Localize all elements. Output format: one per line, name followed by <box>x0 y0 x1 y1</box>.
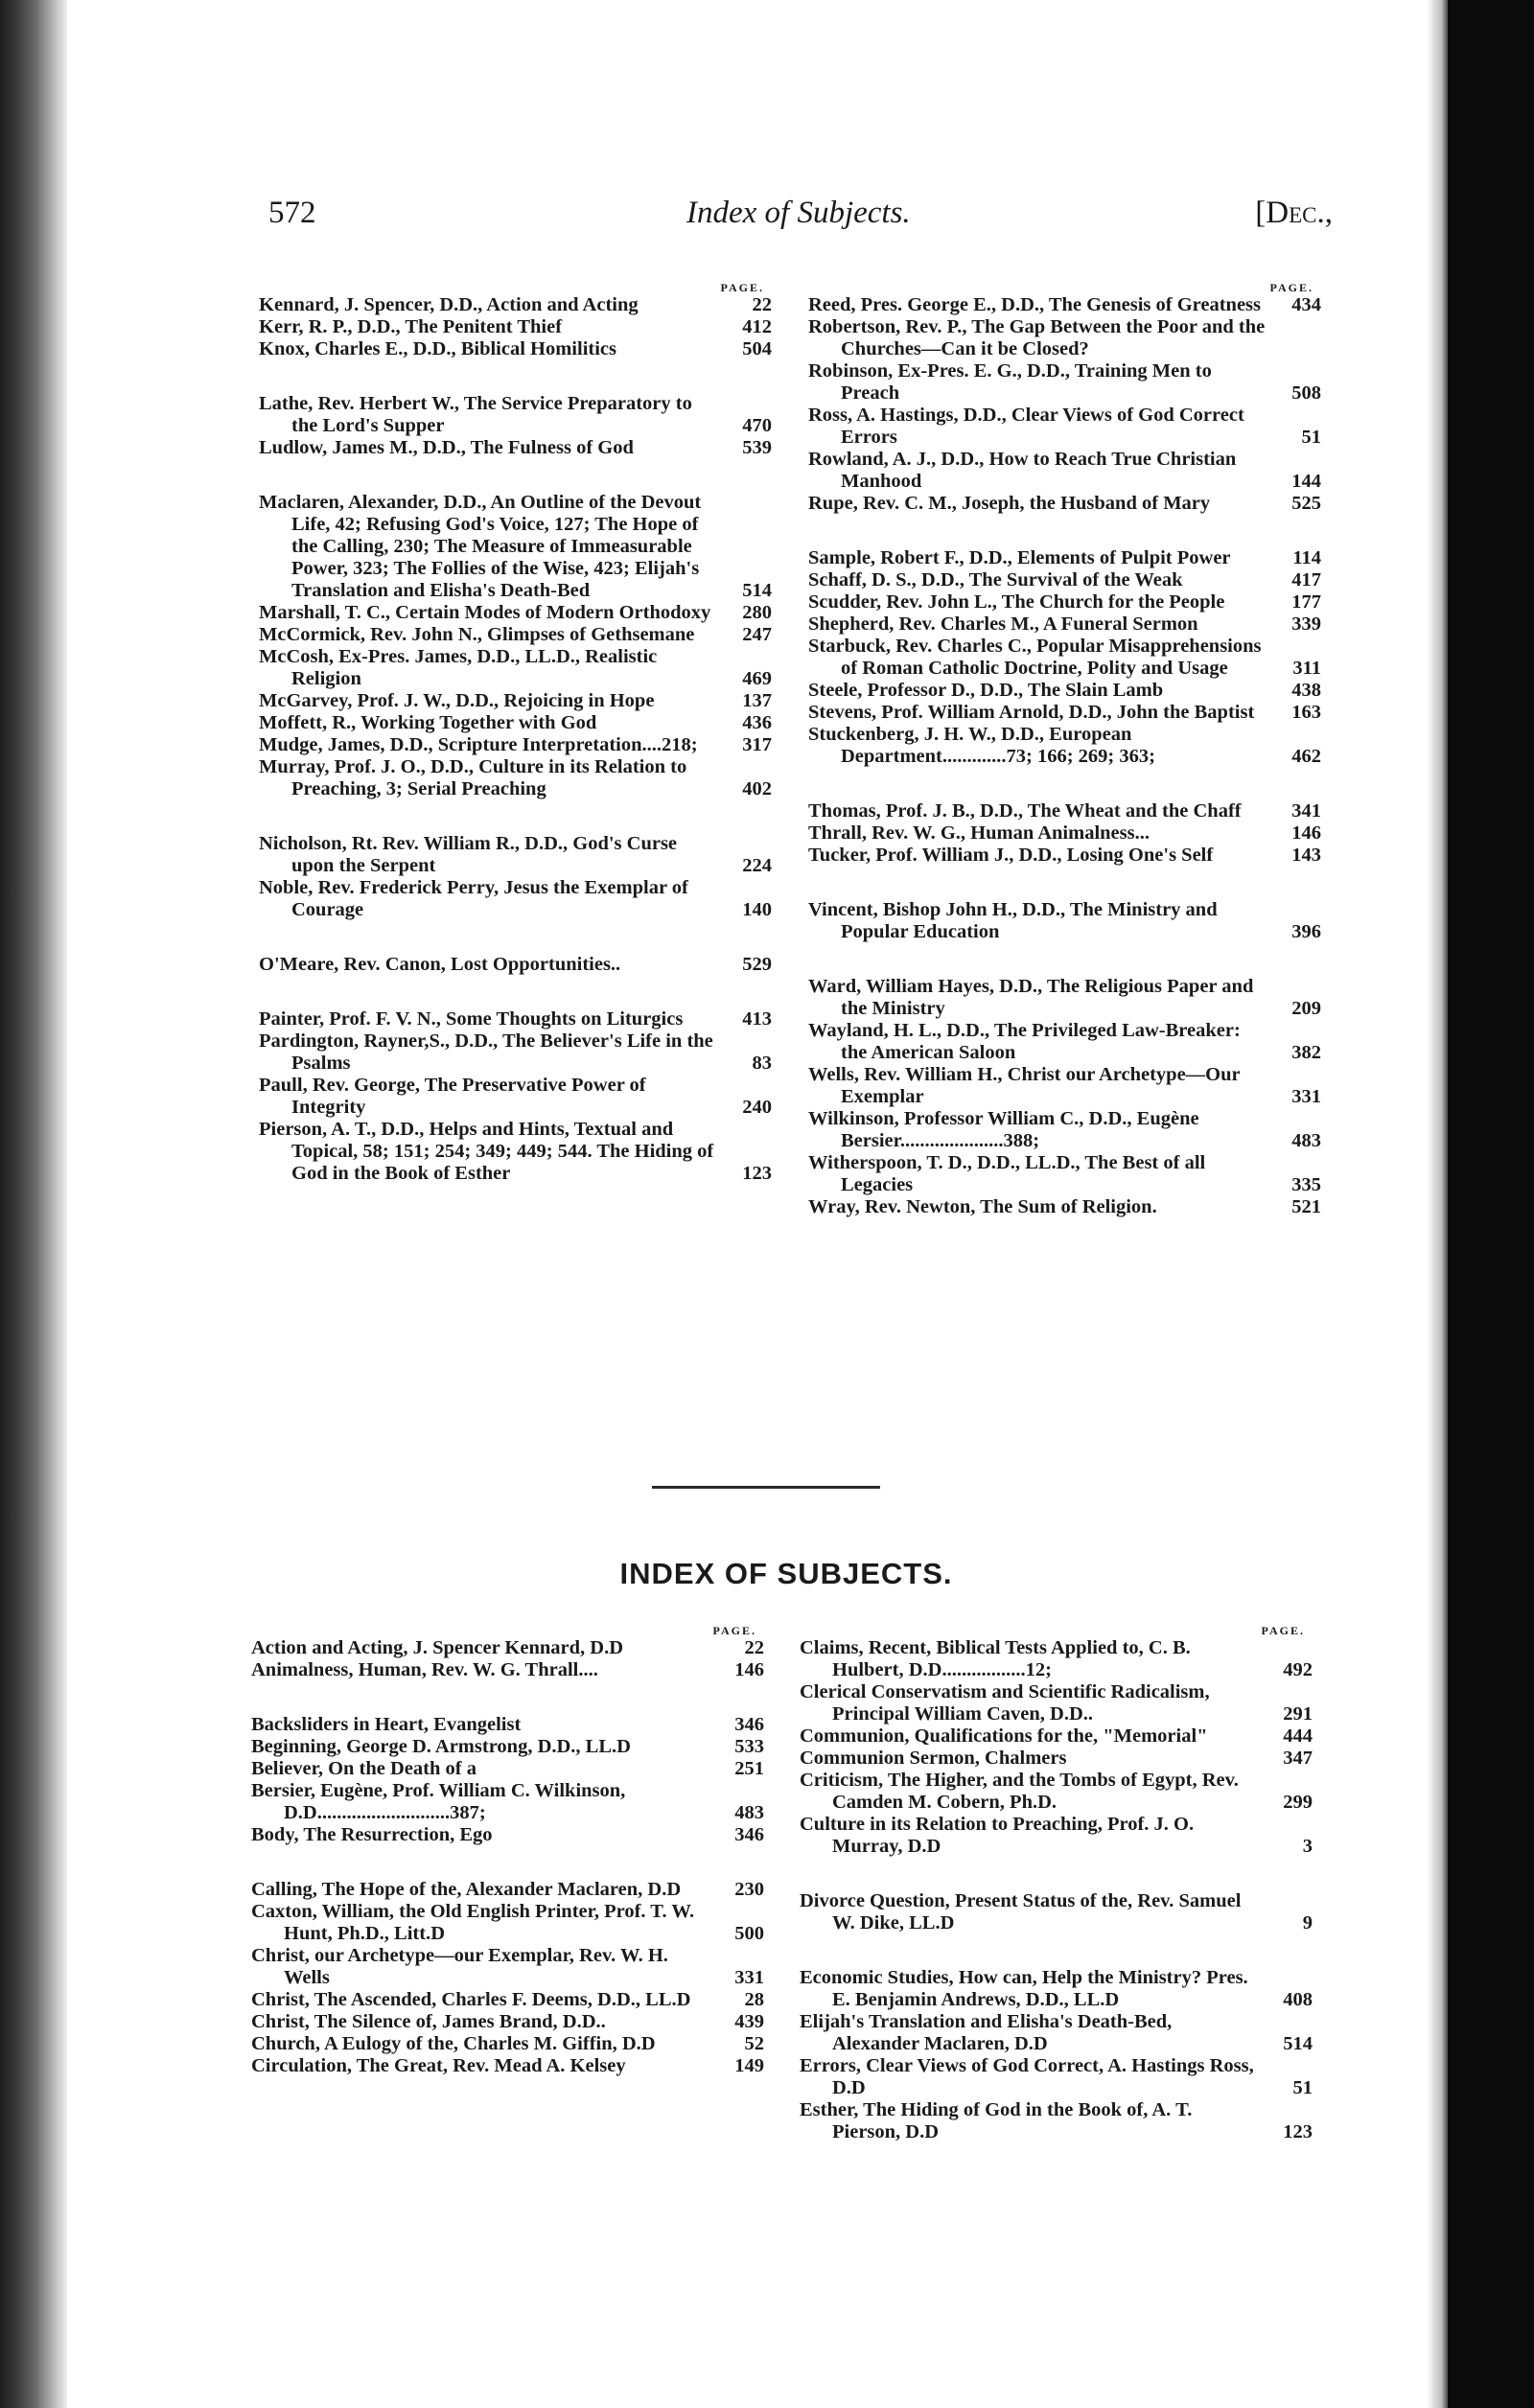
entry-page-number: 483 <box>734 1802 764 1823</box>
entry-text: Witherspoon, T. D., D.D., LL.D., The Best of all Legacies <box>808 1152 1206 1195</box>
entry-page-number: 402 <box>742 778 772 799</box>
next-page-edge <box>1427 0 1448 2408</box>
entry-text: Wray, Rev. Newton, The Sum of Religion. <box>808 1196 1157 1217</box>
entry-page-number: 224 <box>742 855 772 876</box>
index-entry <box>251 1945 764 1989</box>
entry-page-number: 114 <box>1292 547 1321 568</box>
index-entry <box>251 1824 764 1846</box>
entry-page-number: 444 <box>1283 1725 1313 1747</box>
index-entry <box>259 338 772 360</box>
entry-list <box>800 1637 1313 2143</box>
entry-text: Starbuck, Rev. Charles C., Popular Misapprehensions of Roman Catholic Doctrine, Polity and Usage <box>808 636 1262 679</box>
author-index-left-column <box>259 281 772 1185</box>
entry-text: Divorce Question, Present Status of the, Rev. Samuel W. Dike, LL.D <box>800 1890 1242 1933</box>
entry-text: Believer, On the Death of a <box>251 1758 476 1779</box>
entry-page-number: 525 <box>1291 493 1321 514</box>
index-entry <box>259 690 772 712</box>
entry-gap <box>259 976 772 1008</box>
index-entry <box>251 1637 764 1659</box>
entry-page-number: 483 <box>1291 1130 1321 1151</box>
entry-text: Sample, Robert F., D.D., Elements of Pulpit Power <box>808 547 1231 568</box>
entry-page-number: 52 <box>744 2033 764 2054</box>
entry-text: Criticism, The Higher, and the Tombs of Egypt, Rev. Camden M. Cobern, Ph.D. <box>800 1770 1239 1813</box>
running-section: [Dec., <box>1255 196 1333 230</box>
index-entry <box>800 2099 1313 2143</box>
index-entry <box>259 1008 772 1030</box>
entry-text: Rowland, A. J., D.D., How to Reach True Christian Manhood <box>808 449 1237 492</box>
index-entry <box>808 614 1321 636</box>
entry-page-number: 508 <box>1291 382 1321 404</box>
index-entry <box>251 1780 764 1824</box>
entry-text: Wilkinson, Professor William C., D.D., Eugène Bersier.....................388; <box>808 1108 1199 1151</box>
entry-text: Backsliders in Heart, Evangelist <box>251 1714 522 1735</box>
entry-page-number: 83 <box>752 1053 772 1074</box>
entry-page-number: 9 <box>1302 1912 1313 1933</box>
entry-text: Noble, Rev. Frederick Perry, Jesus the Exemplar of Courage <box>259 877 688 920</box>
entry-page-number: 51 <box>1301 427 1321 448</box>
index-entry <box>800 1770 1313 1814</box>
index-entry <box>808 547 1321 569</box>
author-index-right-column <box>808 281 1321 1218</box>
entry-page-number: 163 <box>1291 702 1321 723</box>
entry-text: Lathe, Rev. Herbert W., The Service Preparatory to the Lord's Supper <box>259 393 692 436</box>
entry-text: Painter, Prof. F. V. N., Some Thoughts on Liturgics <box>259 1008 684 1030</box>
entry-text: Ward, William Hayes, D.D., The Religious Paper and the Ministry <box>808 976 1254 1019</box>
entry-text: Nicholson, Rt. Rev. William R., D.D., God's Curse upon the Serpent <box>259 833 678 876</box>
entry-page-number: 28 <box>744 1989 764 2010</box>
subject-index-right-column <box>800 1624 1313 2143</box>
index-entry <box>800 1890 1313 1934</box>
entry-text: McCosh, Ex-Pres. James, D.D., LL.D., Realistic Religion <box>259 646 658 689</box>
entry-text: Christ, our Archetype—our Exemplar, Rev. W. H. Wells <box>251 1945 668 1988</box>
entry-page-number: 299 <box>1283 1792 1313 1813</box>
entry-page-number: 317 <box>742 734 772 755</box>
entry-text: Claims, Recent, Biblical Tests Applied to, C. B. Hulbert, D.D.................12; <box>800 1637 1191 1680</box>
entry-text: Animalness, Human, Rev. W. G. Thrall.... <box>251 1659 598 1680</box>
entry-text: Wayland, H. L., D.D., The Privileged Law-Breaker: the American Saloon <box>808 1020 1241 1063</box>
index-entry <box>251 2011 764 2033</box>
entry-text: Errors, Clear Views of God Correct, A. Hastings Ross, D.D <box>800 2055 1254 2098</box>
entry-gap <box>259 459 772 492</box>
entry-page-number: 434 <box>1291 294 1321 315</box>
entry-gap <box>251 1846 764 1879</box>
entry-text: Circulation, The Great, Rev. Mead A. Kelsey <box>251 2055 626 2076</box>
entry-text: Moffett, R., Working Together with God <box>259 712 597 733</box>
index-entry <box>259 294 772 316</box>
entry-page-number: 462 <box>1291 746 1321 767</box>
entry-gap <box>800 1858 1313 1890</box>
entry-text: Thomas, Prof. J. B., D.D., The Wheat and the Chaff <box>808 800 1242 822</box>
index-entry <box>808 405 1321 449</box>
running-head <box>268 196 1333 243</box>
index-entry <box>259 602 772 624</box>
page-column-label: PAGE. <box>712 1624 756 1637</box>
entry-text: Robertson, Rev. P., The Gap Between the Poor and the Churches—Can it be Closed? <box>808 316 1266 359</box>
entry-page-number: 22 <box>752 294 772 315</box>
index-entry <box>808 1152 1321 1196</box>
subject-index-left-column <box>251 1624 764 2077</box>
index-entry <box>808 449 1321 493</box>
index-entry <box>259 316 772 338</box>
index-entry <box>808 976 1321 1020</box>
entry-page-number: 146 <box>734 1659 764 1680</box>
page-column-label: PAGE. <box>720 281 764 294</box>
page-column-label: PAGE. <box>1269 281 1313 294</box>
entry-page-number: 500 <box>734 1923 764 1944</box>
running-title: Index of Subjects. <box>686 196 911 230</box>
index-entry <box>800 1637 1313 1681</box>
entry-text: Wells, Rev. William H., Christ our Archetype—Our Exemplar <box>808 1064 1241 1107</box>
entry-gap <box>259 800 772 833</box>
section-divider <box>652 1486 880 1489</box>
entry-text: Schaff, D. S., D.D., The Survival of the Weak <box>808 569 1183 590</box>
entry-page-number: 439 <box>734 2011 764 2032</box>
index-entry <box>808 493 1321 515</box>
entry-text: Elijah's Translation and Elisha's Death-Bed, Alexander Maclaren, D.D <box>800 2011 1173 2054</box>
entry-page-number: 514 <box>742 580 772 601</box>
index-entry <box>808 702 1321 724</box>
entry-page-number: 331 <box>1291 1086 1321 1107</box>
entry-text: Knox, Charles E., D.D., Biblical Homilitics <box>259 338 616 359</box>
index-entry <box>259 437 772 459</box>
entry-page-number: 123 <box>742 1163 772 1184</box>
entry-page-number: 137 <box>742 690 772 711</box>
entry-page-number: 240 <box>742 1097 772 1118</box>
index-entry <box>808 1196 1321 1218</box>
entry-text: Murray, Prof. J. O., D.D., Culture in its Relation to Preaching, 3; Serial Preaching <box>259 756 687 799</box>
index-entry <box>808 800 1321 822</box>
entry-text: Shepherd, Rev. Charles M., A Funeral Sermon <box>808 614 1198 635</box>
entry-page-number: 280 <box>742 602 772 623</box>
entry-text: Reed, Pres. George E., D.D., The Genesis of Greatness <box>808 294 1262 315</box>
index-entry <box>800 1681 1313 1725</box>
entry-text: Stevens, Prof. William Arnold, D.D., John the Baptist <box>808 702 1255 723</box>
entry-page-number: 396 <box>1291 921 1321 942</box>
entry-text: Mudge, James, D.D., Scripture Interpretation....218; <box>259 734 698 755</box>
entry-list <box>808 294 1321 1218</box>
index-entry <box>800 1814 1313 1858</box>
entry-page-number: 347 <box>1283 1748 1313 1769</box>
entry-text: Economic Studies, How can, Help the Ministry? Pres. E. Benjamin Andrews, D.D., LL.D <box>800 1967 1248 2010</box>
entry-page-number: 533 <box>734 1736 764 1757</box>
entry-text: Body, The Resurrection, Ego <box>251 1824 493 1845</box>
entry-page-number: 539 <box>742 437 772 458</box>
index-entry <box>259 1030 772 1075</box>
page-column-label: PAGE. <box>1261 1624 1305 1637</box>
index-entry <box>259 1119 772 1185</box>
entry-text: Communion Sermon, Chalmers <box>800 1748 1067 1769</box>
index-entry <box>808 845 1321 867</box>
index-entry <box>808 1108 1321 1152</box>
entry-page-number: 408 <box>1283 1989 1313 2010</box>
index-entry <box>251 1758 764 1780</box>
entry-gap <box>251 1681 764 1714</box>
entry-gap <box>800 1934 1313 1967</box>
index-entry <box>259 492 772 602</box>
index-entry <box>800 1967 1313 2011</box>
entry-page-number: 514 <box>1283 2033 1313 2054</box>
entry-list <box>259 294 772 1185</box>
entry-page-number: 341 <box>1291 800 1321 822</box>
entry-text: Ludlow, James M., D.D., The Fulness of God <box>259 437 634 458</box>
entry-text: Pardington, Rayner,S., D.D., The Believer's Life in the Psalms <box>259 1030 713 1074</box>
entry-text: Christ, The Ascended, Charles F. Deems, D.D., LL.D <box>251 1989 691 2010</box>
index-entry <box>808 822 1321 845</box>
entry-page-number: 521 <box>1291 1196 1321 1217</box>
entry-text: McCormick, Rev. John N., Glimpses of Gethsemane <box>259 624 695 645</box>
entry-page-number: 339 <box>1291 614 1321 635</box>
entry-page-number: 144 <box>1291 471 1321 492</box>
index-entry <box>808 899 1321 943</box>
entry-text: Scudder, Rev. John L., The Church for the People <box>808 591 1225 613</box>
index-entry <box>251 1901 764 1945</box>
index-entry <box>259 954 772 976</box>
entry-list <box>251 1637 764 2077</box>
entry-text: Kennard, J. Spencer, D.D., Action and Acting <box>259 294 639 315</box>
entry-text: Tucker, Prof. William J., D.D., Losing One's Self <box>808 845 1214 866</box>
index-entry <box>808 591 1321 614</box>
entry-page-number: 177 <box>1291 591 1321 613</box>
index-entry <box>259 646 772 690</box>
index-entry <box>808 636 1321 680</box>
entry-gap <box>259 360 772 393</box>
entry-page-number: 469 <box>742 668 772 689</box>
entry-text: Communion, Qualifications for the, "Memorial" <box>800 1725 1208 1747</box>
entry-page-number: 529 <box>742 954 772 975</box>
entry-text: McGarvey, Prof. J. W., D.D., Rejoicing in Hope <box>259 690 655 711</box>
index-entry <box>251 2033 764 2055</box>
entry-gap <box>259 921 772 954</box>
index-entry <box>259 833 772 877</box>
index-entry <box>251 1736 764 1758</box>
entry-page-number: 492 <box>1283 1659 1313 1680</box>
entry-text: Bersier, Eugène, Prof. William C. Wilkinson, D.D...........................387; <box>251 1780 626 1823</box>
entry-text: Christ, The Silence of, James Brand, D.D.. <box>251 2011 606 2032</box>
entry-page-number: 346 <box>734 1714 764 1735</box>
entry-page-number: 140 <box>742 899 772 920</box>
index-entry <box>800 2011 1313 2055</box>
entry-gap <box>808 515 1321 547</box>
entry-text: Steele, Professor D., D.D., The Slain Lamb <box>808 680 1164 701</box>
entry-page-number: 251 <box>734 1758 764 1779</box>
entry-text: O'Meare, Rev. Canon, Lost Opportunities.. <box>259 954 621 975</box>
entry-page-number: 291 <box>1283 1703 1313 1725</box>
entry-page-number: 417 <box>1291 569 1321 590</box>
entry-text: Action and Acting, J. Spencer Kennard, D.D <box>251 1637 624 1658</box>
book-page <box>240 0 1333 2408</box>
index-entry <box>259 624 772 646</box>
entry-page-number: 143 <box>1291 845 1321 866</box>
entry-page-number: 331 <box>734 1967 764 1988</box>
entry-text: Stuckenberg, J. H. W., D.D., European Department.............73; 166; 269; 363; <box>808 724 1155 767</box>
index-entry <box>259 712 772 734</box>
index-entry <box>808 316 1321 360</box>
entry-page-number: 470 <box>742 415 772 436</box>
entry-page-number: 412 <box>742 316 772 337</box>
book-binding-left <box>0 0 67 2408</box>
entry-page-number: 209 <box>1291 998 1321 1019</box>
index-entry <box>259 1075 772 1119</box>
index-entry <box>808 1020 1321 1064</box>
entry-page-number: 504 <box>742 338 772 359</box>
entry-page-number: 3 <box>1302 1836 1313 1857</box>
entry-text: Beginning, George D. Armstrong, D.D., LL.D <box>251 1736 631 1757</box>
index-entry <box>251 1879 764 1901</box>
book-binding-right <box>1448 0 1534 2408</box>
index-entry <box>808 680 1321 702</box>
page-number: 572 <box>268 196 316 230</box>
entry-text: Esther, The Hiding of God in the Book of, A. T. Pierson, D.D <box>800 2099 1193 2142</box>
entry-page-number: 247 <box>742 624 772 645</box>
index-entry <box>808 360 1321 405</box>
entry-page-number: 438 <box>1291 680 1321 701</box>
entry-text: Rupe, Rev. C. M., Joseph, the Husband of Mary <box>808 493 1211 514</box>
entry-page-number: 413 <box>742 1008 772 1030</box>
index-entry <box>259 756 772 800</box>
entry-text: Ross, A. Hastings, D.D., Clear Views of God Correct Errors <box>808 405 1244 448</box>
entry-page-number: 311 <box>1292 658 1321 679</box>
index-entry <box>808 569 1321 591</box>
entry-text: Pierson, A. T., D.D., Helps and Hints, Textual and Topical, 58; 151; 254; 349; 449; 544. The Hiding of God in the Book of Esther <box>259 1119 714 1184</box>
entry-text: Clerical Conservatism and Scientific Radicalism, Principal William Caven, D.D.. <box>800 1681 1210 1725</box>
entry-text: Robinson, Ex-Pres. E. G., D.D., Training Men to Preach <box>808 360 1212 404</box>
entry-page-number: 51 <box>1292 2077 1313 2098</box>
index-entry <box>808 724 1321 768</box>
entry-page-number: 382 <box>1291 1042 1321 1063</box>
index-entry <box>800 1725 1313 1748</box>
index-entry <box>251 1659 764 1681</box>
entry-text: Paull, Rev. George, The Preservative Power of Integrity <box>259 1075 646 1118</box>
index-entry <box>259 734 772 756</box>
entry-page-number: 346 <box>734 1824 764 1845</box>
entry-text: Culture in its Relation to Preaching, Prof. J. O. Murray, D.D <box>800 1814 1195 1857</box>
entry-page-number: 123 <box>1283 2121 1313 2142</box>
entry-page-number: 230 <box>734 1879 764 1900</box>
index-entry <box>800 2055 1313 2099</box>
index-entry <box>251 2055 764 2077</box>
index-entry <box>259 877 772 921</box>
index-entry <box>259 393 772 437</box>
entry-gap <box>808 867 1321 899</box>
entry-text: Kerr, R. P., D.D., The Penitent Thief <box>259 316 563 337</box>
entry-text: Marshall, T. C., Certain Modes of Modern Orthodoxy <box>259 602 711 623</box>
entry-gap <box>808 768 1321 800</box>
entry-text: Caxton, William, the Old English Printer, Prof. T. W. Hunt, Ph.D., Litt.D <box>251 1901 695 1944</box>
entry-page-number: 436 <box>742 712 772 733</box>
entry-text: Vincent, Bishop John H., D.D., The Ministry and Popular Education <box>808 899 1218 942</box>
entry-page-number: 22 <box>744 1637 764 1658</box>
index-entry <box>800 1748 1313 1770</box>
entry-gap <box>808 943 1321 976</box>
entry-page-number: 335 <box>1291 1174 1321 1195</box>
entry-text: Maclaren, Alexander, D.D., An Outline of the Devout Life, 42; Refusing God's Voice, 127; The Hope of the Calling, 230; The Measure of Immeasurable Power, 323; The Follies of the Wise, 423; Elijah's Translation and Elisha's Death-Bed <box>259 492 702 601</box>
entry-text: Church, A Eulogy of the, Charles M. Giffin, D.D <box>251 2033 656 2054</box>
entry-text: Calling, The Hope of the, Alexander Maclaren, D.D <box>251 1879 682 1900</box>
entry-text: Thrall, Rev. W. G., Human Animalness... <box>808 822 1150 844</box>
index-entry <box>808 1064 1321 1108</box>
entry-page-number: 149 <box>734 2055 764 2076</box>
index-entry <box>251 1989 764 2011</box>
entry-page-number: 146 <box>1291 822 1321 844</box>
index-entry <box>808 294 1321 316</box>
index-entry <box>251 1714 764 1736</box>
section-heading: INDEX OF SUBJECTS. <box>619 1557 953 1590</box>
